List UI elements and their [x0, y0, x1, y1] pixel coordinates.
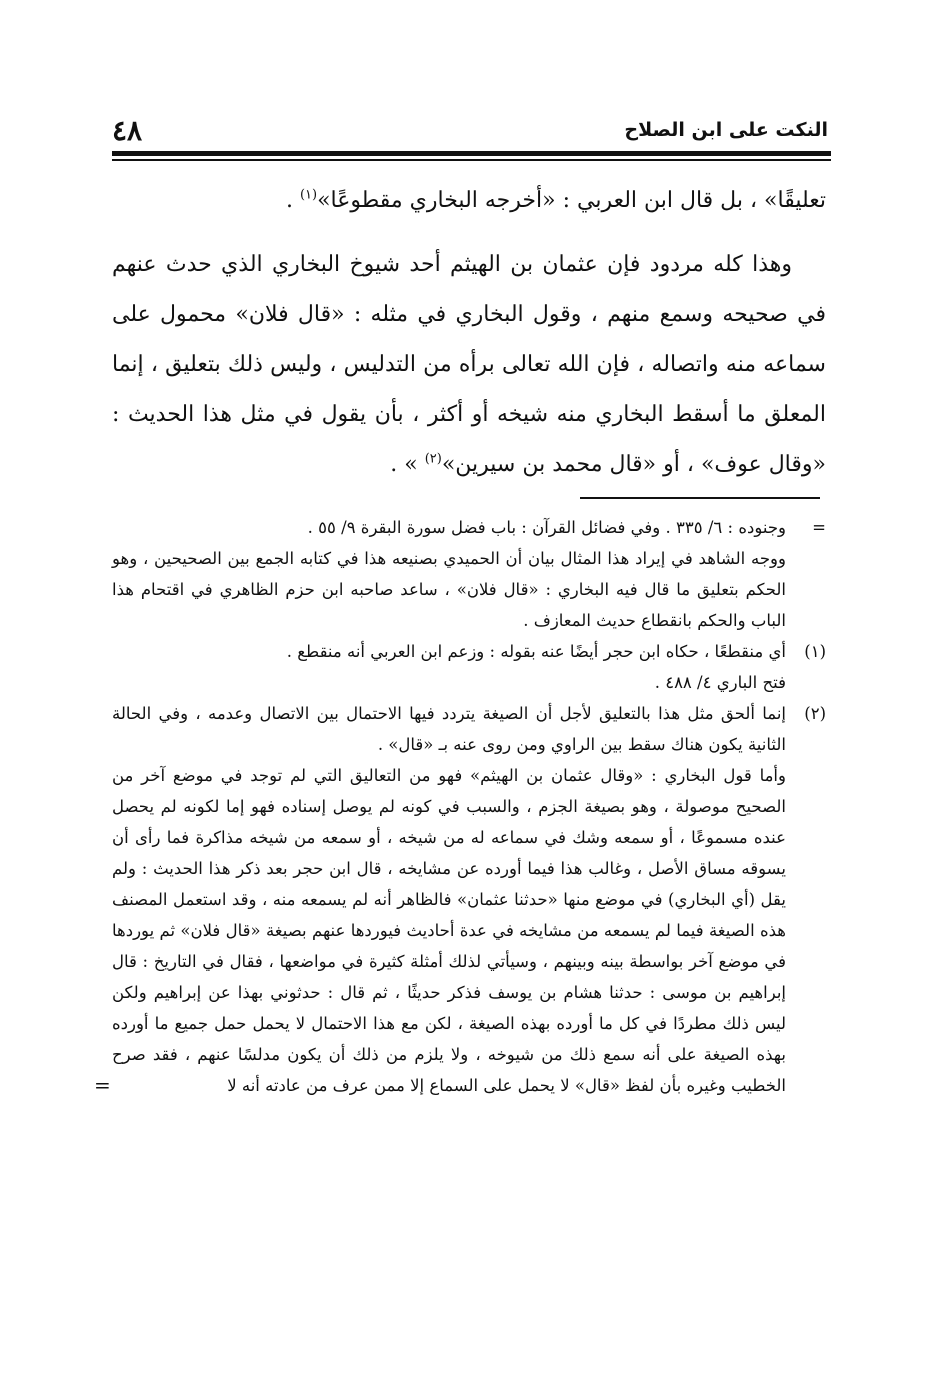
footnote-line: فتح الباري ٤/ ٤٨٨ .: [654, 673, 786, 692]
footnote-ref-1[interactable]: (١): [299, 187, 318, 203]
footnote-line: أي منقطعًا ، حكاه ابن حجر أيضًا عنه بقوله : وزعم ابن العربي أنه منقطع .: [286, 642, 786, 661]
continuation-mark: =: [812, 518, 826, 537]
footnotes: [94, 512, 826, 1101]
footnote-line: وأما قول البخاري : «وقال عثمان بن الهيثم» فهو من التعاليق التي لم توجد في موضع آخر من الصحيح موصولة ، وهو بصيغة الجزم ، والسبب في كونه لم يوصل إسناده فهو إما لكونه لم يحصل عنده مسموعًا ، أو سمعه وشك في سماعه له من شيخه ، أو سمعه من شيخه مذاكرة فما رأى أن يسوقه مساق الأصل ، وغالب هذا فيما أورده عن مشايخه ، قال ابن حجر بعد ذكر هذا الحديث : ولم يقل (أي البخاري) في موضع منها «حدثنا عثمان» فالظاهر أنه لم يسمعه منه ، وقد استعمل المصنف هذه الصيغة فيما لم يسمعه من مشايخه في عدة أحاديث فيوردها عنهم بصيغة «قال فلان» ثم يوردها في موضع آخر بواسطة بينه وبينهم ، وسيأتي لذلك أمثلة كثيرة في مواضعها ، فقال في التاريخ : قال إبراهيم بن موسى : حدثنا هشام بن يوسف فذكر حديثًا ، ثم قال : حدثوني بهذا عن إبراهيم ولكن ليس ذلك مطردًا في كل ما أورده بهذه الصيغة ، لكن مع هذا الاحتمال لا يحمل حمل جميع ما أورده بهذه الصيغة على أنه سمع ذلك من شيوخه ، ولا يلزم من ذلك أن يكون مدلسًا عنهم ، فقد صرح الخطيب وغيره بأن لفظ «قال» لا يحمل على السماع إلا ممن عرف من عادته أنه لا: [112, 766, 786, 1095]
page-header: [112, 112, 828, 148]
main-text: [112, 176, 826, 504]
footnote-number: (١): [804, 642, 826, 661]
footnote-line: ووجه الشاهد في إيراد هذا المثال بيان أن الحميدي بصنيعه هذا في كتابه الجمع بين الصحيحين ، وهو الحكم بتعليق ما قال فيه البخاري : «قال فلان» ، ساعد صاحبه ابن حزم الظاهري في اقتحام هذا الباب والحكم بانقطاع حديث المعازف .: [112, 549, 786, 630]
paragraph-1: تعليقًا» ، بل قال ابن العربي : «أخرجه البخاري مقطوعًا»$^{(١)}$ .: [285, 187, 826, 213]
header-rule-thin: [112, 159, 831, 161]
paragraph-2: وهذا كله مردود فإن عثمان بن الهيثم أحد شيوخ البخاري الذي حدث عنهم في صحيحه وسمع منهم ، وقول البخاري في مثله : «قال فلان» محمول على سماعه منه واتصاله ، فإن الله تعالى برأه من التدليس ، وليس ذلك بتعليق ، إنما المعلق ما أسقط البخاري منه شيخه أو أكثر ، بأن يقول في مثل هذا الحديث : «وقال عوف» ، أو «قال محمد بن سيرين»$^{(٢)}$ » .: [112, 252, 826, 477]
header-rule-thick: [112, 151, 831, 156]
footnote-number: (٢): [804, 704, 826, 723]
footnote-line: إنما ألحق مثل هذا بالتعليق لأجل أن الصيغة يتردد فيها الاحتمال بين الاتصال وعدمه ، وفي الحالة الثانية يكون هناك سقط بين الراوي ومن روى عنه بـ «قال» .: [112, 704, 786, 754]
footnote-2: [94, 698, 826, 1101]
footnote-line: وجنوده : ٦/ ٣٣٥ . وفي فضائل القرآن : باب فضل سورة البقرة ٩/ ٥٥ .: [307, 518, 786, 537]
page-number: ٤٨: [112, 113, 143, 147]
footnote-1: [112, 636, 826, 698]
running-title: النكت على ابن الصلاح: [624, 119, 828, 141]
continues-mark: =: [94, 1073, 111, 1097]
footnote-continuation: [112, 512, 826, 636]
footnote-ref-2[interactable]: (٢): [424, 451, 442, 467]
footnote-separator: [580, 497, 820, 499]
